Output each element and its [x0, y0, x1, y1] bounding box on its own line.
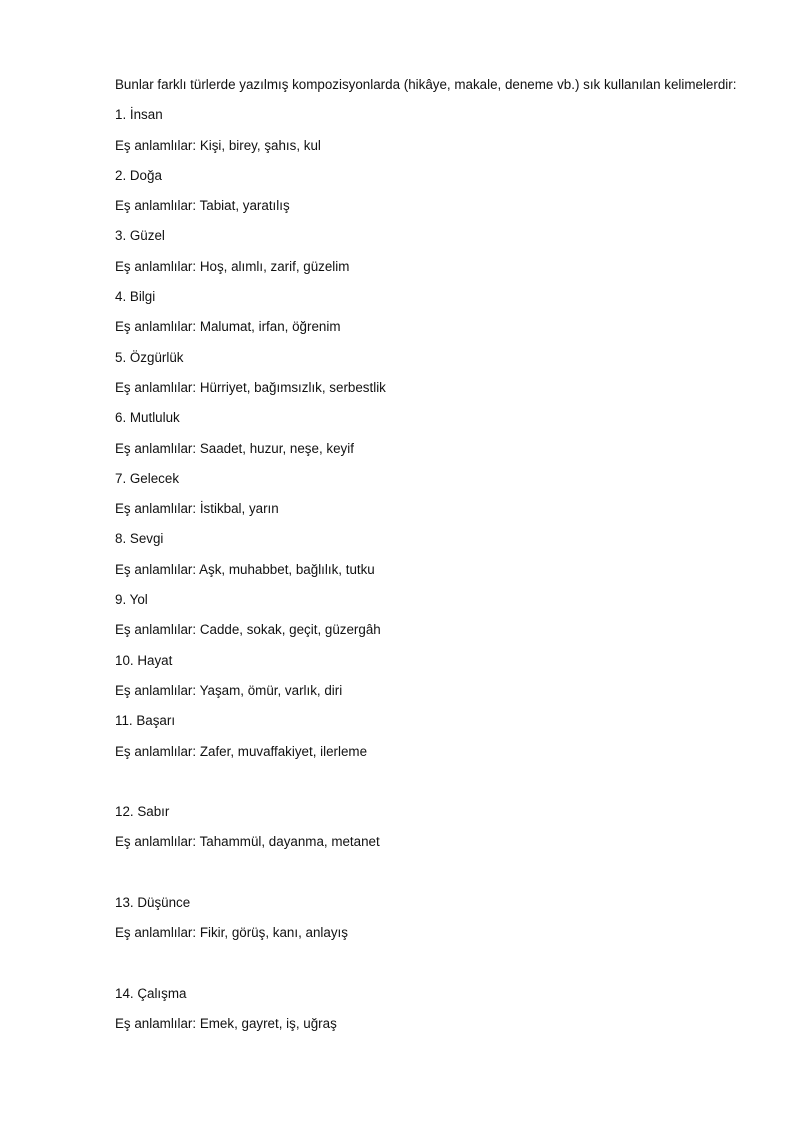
entry-word-4: 4. Bilgi	[115, 289, 156, 305]
entry-synonyms-7: Eş anlamlılar: İstikbal, yarın	[115, 501, 279, 517]
entry-word-9: 9. Yol	[115, 592, 148, 608]
entry-word-12: 12. Sabır	[115, 804, 170, 820]
entry-word-7: 7. Gelecek	[115, 470, 180, 486]
entry-synonyms-9: Eş anlamlılar: Cadde, sokak, geçit, güzergâh	[115, 622, 381, 638]
entry-word-6: 6. Mutluluk	[115, 410, 180, 426]
document-body	[115, 76, 765, 1046]
entry-word-1: 1. İnsan	[115, 107, 163, 123]
entry-word-10: 10. Hayat	[115, 652, 173, 668]
entry-synonyms-4: Eş anlamlılar: Malumat, irfan, öğrenim	[115, 319, 341, 335]
entry-synonyms-13: Eş anlamlılar: Fikir, görüş, kanı, anlayış	[115, 925, 348, 941]
entry-word-3: 3. Güzel	[115, 228, 165, 244]
entry-synonyms-10: Eş anlamlılar: Yaşam, ömür, varlık, diri	[115, 682, 343, 698]
entry-synonyms-12: Eş anlamlılar: Tahammül, dayanma, metanet	[115, 834, 380, 850]
intro-paragraph: Bunlar farklı türlerde yazılmış kompozisyonlarda (hikâye, makale, deneme vb.) sık kullanılan kelimelerdir:	[115, 77, 737, 92]
entry-synonyms-3: Eş anlamlılar: Hoş, alımlı, zarif, güzelim	[115, 258, 350, 274]
entry-synonyms-8: Eş anlamlılar: Aşk, muhabbet, bağlılık, tutku	[115, 561, 375, 577]
entry-word-2: 2. Doğa	[115, 167, 162, 183]
entry-synonyms-1: Eş anlamlılar: Kişi, birey, şahıs, kul	[115, 137, 321, 153]
entry-word-11: 11. Başarı	[115, 713, 176, 729]
entry-synonyms-11: Eş anlamlılar: Zafer, muvaffakiyet, ilerleme	[115, 743, 368, 759]
entry-word-5: 5. Özgürlük	[115, 349, 184, 365]
entry-word-14: 14. Çalışma	[115, 985, 187, 1001]
blank-line	[115, 773, 765, 803]
entry-synonyms-5: Eş anlamlılar: Hürriyet, bağımsızlık, serbestlik	[115, 379, 386, 395]
entry-word-13: 13. Düşünce	[115, 895, 191, 911]
blank-line	[115, 864, 765, 894]
blank-line	[115, 955, 765, 985]
entry-word-8: 8. Sevgi	[115, 531, 164, 547]
entry-synonyms-2: Eş anlamlılar: Tabiat, yaratılış	[115, 198, 290, 214]
entry-synonyms-6: Eş anlamlılar: Saadet, huzur, neşe, keyif	[115, 440, 354, 456]
entry-synonyms-14: Eş anlamlılar: Emek, gayret, iş, uğraş	[115, 1016, 337, 1032]
